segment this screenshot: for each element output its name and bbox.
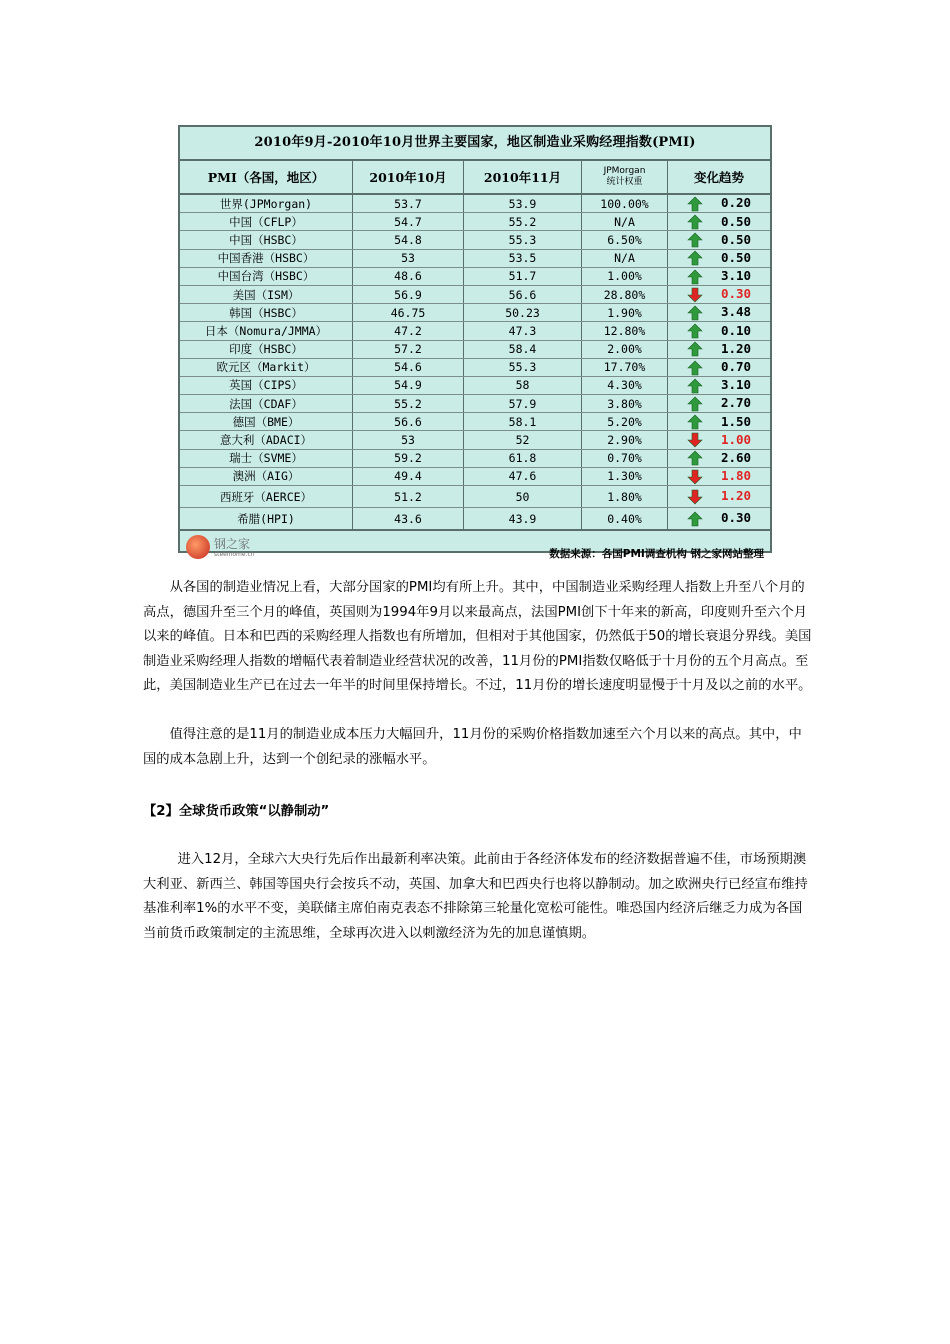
change-value: 0.30 [720, 286, 752, 302]
trend-cell [668, 322, 771, 340]
table-row [180, 304, 770, 322]
arrow-up-icon [687, 511, 703, 527]
weight-cell: 0.40% [582, 508, 668, 531]
section-heading: 【2】全球货币政策“以静制动” [143, 804, 330, 819]
oct-value-cell: 46.75 [353, 304, 464, 322]
trend-cell [668, 358, 771, 376]
steelhome-logo [186, 535, 281, 563]
nov-value-cell: 53.9 [464, 194, 582, 213]
trend-cell [668, 285, 771, 303]
weight-cell: 1.80% [582, 486, 668, 508]
arrow-up-icon [687, 269, 703, 285]
arrow-up-icon [687, 232, 703, 248]
arrow-up-icon [687, 196, 703, 212]
region-cell: 中国（HSBC） [180, 231, 353, 249]
change-value: 1.20 [720, 488, 752, 504]
header-region: PMI（各国，地区） [180, 161, 353, 194]
weight-cell: 1.90% [582, 304, 668, 322]
pmi-table-image [178, 125, 772, 560]
table-row [180, 231, 770, 249]
weight-cell: 5.20% [582, 413, 668, 431]
region-cell: 日本（Nomura/JMMA） [180, 322, 353, 340]
arrow-up-icon [687, 360, 703, 376]
trend-cell [668, 486, 771, 508]
table-footer [180, 531, 770, 565]
table-row [180, 395, 770, 413]
arrow-up-icon [687, 323, 703, 339]
arrow-up-icon [687, 414, 703, 430]
trend-cell [668, 449, 771, 467]
weight-cell: N/A [582, 213, 668, 231]
table-row [180, 376, 770, 394]
arrow-up-icon [687, 214, 703, 230]
weight-cell: 3.80% [582, 395, 668, 413]
trend-cell [668, 249, 771, 267]
oct-value-cell: 49.4 [353, 467, 464, 485]
logo-subtext: steelhome.cn [214, 551, 255, 558]
change-value: 0.50 [720, 249, 752, 265]
weight-cell: 6.50% [582, 231, 668, 249]
table-row [180, 267, 770, 285]
logo-text: 钢之家 [214, 537, 251, 551]
nov-value-cell: 52 [464, 431, 582, 449]
change-value: 0.50 [720, 213, 752, 229]
table-row [180, 285, 770, 303]
oct-value-cell: 53 [353, 431, 464, 449]
weight-cell: 0.70% [582, 449, 668, 467]
change-value: 3.48 [720, 304, 752, 320]
table-row [180, 449, 770, 467]
logo-circle-icon [186, 535, 210, 559]
nov-value-cell: 58.1 [464, 413, 582, 431]
arrow-up-icon [687, 378, 703, 394]
region-cell: 印度（HSBC） [180, 340, 353, 358]
arrow-up-icon [687, 396, 703, 412]
table-row [180, 213, 770, 231]
nov-value-cell: 50 [464, 486, 582, 508]
trend-cell [668, 431, 771, 449]
change-value: 3.10 [720, 377, 752, 393]
change-value: 0.10 [720, 322, 752, 338]
change-value: 1.50 [720, 413, 752, 429]
oct-value-cell: 56.9 [353, 285, 464, 303]
table-row [180, 194, 770, 213]
arrow-up-icon [687, 450, 703, 466]
table-header-row [180, 161, 770, 194]
paragraph-manufacturing: 从各国的制造业情况上看，大部分国家的PMI均有所上升。其中，中国制造业采购经理人指数上升至八个月的高点，德国升至三个月的峰值，英国则为1994年9月以来最高点，法国PMI创下十年来的新高，印度则升至六个月以来的峰值。日本和巴西的采购经理人指数也有所增加，但相对于其他国家，仍然低于50的增长衰退分界线。美国制造业采购经理人指数的增幅代表着制造业经营状况的改善，11月份的PMI指数仅略低于十月份的五个月高点。至此，美国制造业生产已在过去一年半的时间里保持增长。不过，11月份的增长速度明显慢于十月及以之前的水平。 [143, 580, 812, 693]
nov-value-cell: 51.7 [464, 267, 582, 285]
region-cell: 中国香港（HSBC） [180, 249, 353, 267]
nov-value-cell: 58.4 [464, 340, 582, 358]
table-row [180, 413, 770, 431]
table-body [180, 194, 770, 530]
region-cell: 美国（ISM） [180, 285, 353, 303]
region-cell: 西班牙（AERCE） [180, 486, 353, 508]
weight-cell: 1.30% [582, 467, 668, 485]
arrow-down-icon [687, 489, 703, 505]
table-row [180, 249, 770, 267]
table-title: 2010年9月-2010年10月世界主要国家，地区制造业采购经理指数(PMI) [180, 127, 770, 161]
trend-cell [668, 213, 771, 231]
change-value: 0.50 [720, 231, 752, 247]
oct-value-cell: 54.8 [353, 231, 464, 249]
arrow-up-icon [687, 341, 703, 357]
oct-value-cell: 56.6 [353, 413, 464, 431]
table-row [180, 340, 770, 358]
table-row [180, 508, 770, 531]
header-weight-line1: JPMorgan [603, 166, 646, 176]
change-value: 2.70 [720, 395, 752, 411]
oct-value-cell: 59.2 [353, 449, 464, 467]
table-row [180, 431, 770, 449]
nov-value-cell: 55.2 [464, 213, 582, 231]
nov-value-cell: 56.6 [464, 285, 582, 303]
region-cell: 中国台湾（HSBC） [180, 267, 353, 285]
oct-value-cell: 47.2 [353, 322, 464, 340]
trend-cell [668, 340, 771, 358]
trend-cell [668, 231, 771, 249]
header-weight [582, 161, 668, 194]
nov-value-cell: 53.5 [464, 249, 582, 267]
region-cell: 德国（BME） [180, 413, 353, 431]
oct-value-cell: 54.9 [353, 376, 464, 394]
trend-cell [668, 508, 771, 531]
paragraph-monetary-policy: 进入12月，全球六大央行先后作出最新利率决策。此前由于各经济体发布的经济数据普遍不佳，市场预期澳大利亚、新西兰、韩国等国央行会按兵不动，英国、加拿大和巴西央行也将以静制动。加之欧洲央行已经宣布维持基准利率1%的水平不变，美联储主席伯南克表态不排除第三轮量化宽松可能性。唯恐国内经济后继乏力成为各国当前货币政策制定的主流思维，全球再次进入以刺激经济为先的加息谨慎期。 [143, 852, 808, 941]
region-cell: 韩国（HSBC） [180, 304, 353, 322]
nov-value-cell: 55.3 [464, 231, 582, 249]
weight-cell: 28.80% [582, 285, 668, 303]
arrow-down-icon [687, 432, 703, 448]
oct-value-cell: 53 [353, 249, 464, 267]
arrow-up-icon [687, 305, 703, 321]
paragraph-cost-pressure: 值得注意的是11月的制造业成本压力大幅回升，11月份的采购价格指数加速至六个月以来的高点。其中，中国的成本急剧上升，达到一个创纪录的涨幅水平。 [143, 727, 802, 767]
arrow-up-icon [687, 250, 703, 266]
table-row [180, 322, 770, 340]
region-cell: 欧元区（Markit） [180, 358, 353, 376]
nov-value-cell: 61.8 [464, 449, 582, 467]
oct-value-cell: 57.2 [353, 340, 464, 358]
region-cell: 法国（CDAF） [180, 395, 353, 413]
change-value: 0.20 [720, 195, 752, 211]
region-cell: 澳洲（AIG） [180, 467, 353, 485]
change-value: 1.20 [720, 340, 752, 356]
oct-value-cell: 43.6 [353, 508, 464, 531]
table-row [180, 486, 770, 508]
oct-value-cell: 53.7 [353, 194, 464, 213]
trend-cell [668, 413, 771, 431]
region-cell: 瑞士（SVME） [180, 449, 353, 467]
header-oct: 2010年10月 [353, 161, 464, 194]
change-value: 0.30 [720, 510, 752, 526]
trend-cell [668, 395, 771, 413]
region-cell: 希腊(HPI) [180, 508, 353, 531]
header-trend: 变化趋势 [668, 161, 771, 194]
change-value: 1.00 [720, 431, 752, 447]
change-value: 2.60 [720, 449, 752, 465]
table-row [180, 467, 770, 485]
change-value: 1.80 [720, 468, 752, 484]
oct-value-cell: 54.7 [353, 213, 464, 231]
nov-value-cell: 43.9 [464, 508, 582, 531]
nov-value-cell: 58 [464, 376, 582, 394]
change-value: 3.10 [720, 268, 752, 284]
arrow-down-icon [687, 287, 703, 303]
weight-cell: 17.70% [582, 358, 668, 376]
weight-cell: 2.00% [582, 340, 668, 358]
oct-value-cell: 51.2 [353, 486, 464, 508]
header-weight-line2: 统计权重 [606, 177, 643, 187]
region-cell: 中国（CFLP） [180, 213, 353, 231]
region-cell: 世界(JPMorgan) [180, 194, 353, 213]
oct-value-cell: 54.6 [353, 358, 464, 376]
nov-value-cell: 57.9 [464, 395, 582, 413]
nov-value-cell: 55.3 [464, 358, 582, 376]
pmi-table [180, 161, 770, 531]
nov-value-cell: 50.23 [464, 304, 582, 322]
weight-cell: 1.00% [582, 267, 668, 285]
nov-value-cell: 47.6 [464, 467, 582, 485]
weight-cell: 100.00% [582, 194, 668, 213]
weight-cell: 12.80% [582, 322, 668, 340]
oct-value-cell: 48.6 [353, 267, 464, 285]
data-source: 数据来源：各国PMI调查机构 钢之家网站整理 [549, 548, 764, 560]
oct-value-cell: 55.2 [353, 395, 464, 413]
trend-cell [668, 376, 771, 394]
arrow-down-icon [687, 469, 703, 485]
weight-cell: 2.90% [582, 431, 668, 449]
region-cell: 英国（CIPS） [180, 376, 353, 394]
region-cell: 意大利（ADACI） [180, 431, 353, 449]
table-row [180, 358, 770, 376]
trend-cell [668, 467, 771, 485]
weight-cell: N/A [582, 249, 668, 267]
header-nov: 2010年11月 [464, 161, 582, 194]
trend-cell [668, 304, 771, 322]
nov-value-cell: 47.3 [464, 322, 582, 340]
trend-cell [668, 267, 771, 285]
weight-cell: 4.30% [582, 376, 668, 394]
change-value: 0.70 [720, 359, 752, 375]
trend-cell [668, 194, 771, 213]
